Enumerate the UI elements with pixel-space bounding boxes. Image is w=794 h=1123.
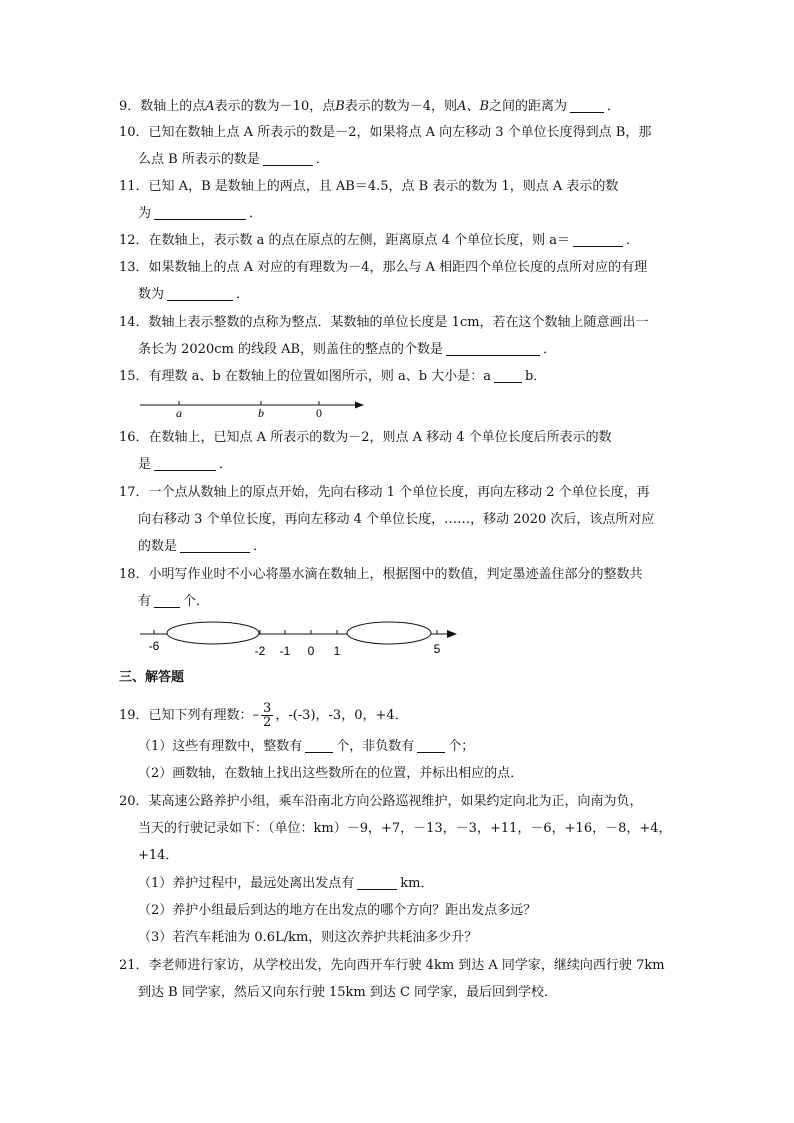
answer-blank[interactable] <box>180 539 250 553</box>
q12-text: 12．在数轴上，表示数 a 的点在原点的左侧，距离原点 4 个单位长度，则 a＝ <box>119 233 570 248</box>
question-18-line2 <box>138 593 209 611</box>
question-12 <box>119 232 639 250</box>
q9-var-a: A <box>205 99 215 114</box>
q13-text: 数为 <box>138 287 165 302</box>
question-20-sub2: （2）养护小组最后到达的地方在出发点的哪个方向？距出发点多远？ <box>138 903 537 918</box>
answer-blank[interactable] <box>167 287 233 301</box>
q9-text: 9．数轴上的点 <box>119 99 206 114</box>
question-18-line1: 18．小明写作业时不小心将墨水滴在数轴上，根据图中的数值，判定墨迹盖住部分的整数共 <box>119 567 643 582</box>
question-10-line1: 10．已知在数轴上点 A 所表示的数是－2，如果将点 A 向左移动 3 个单位长度得到点 B，那 <box>119 125 652 140</box>
q9-text: 表示的数为－4，则 <box>344 99 458 114</box>
question-21-line2: 到达 B 同学家，然后又向东行驶 15km 到达 C 同学家，最后回到学校． <box>138 985 558 1000</box>
question-10-line2 <box>138 151 329 169</box>
answer-blank[interactable] <box>570 99 604 113</box>
q11-end: ． <box>249 206 263 221</box>
answer-blank[interactable] <box>263 152 313 166</box>
q9-text: 之间的距离为 <box>489 99 568 114</box>
q20-sub1-text: （1）养护过程中，最远处离出发点有 <box>138 876 355 891</box>
q20-sub1-text: km． <box>400 876 434 891</box>
axis-arrow <box>447 630 457 638</box>
answer-blank[interactable] <box>494 369 522 383</box>
label-0: 0 <box>307 644 315 658</box>
q16-text: 是 <box>138 457 152 472</box>
label-1: 1 <box>333 644 341 658</box>
question-14-line2 <box>138 341 556 359</box>
fraction-three-halves <box>261 702 273 729</box>
question-15 <box>119 368 546 386</box>
question-14-line1: 14．数轴上表示整数的点称为整点．某数轴的单位长度是 1cm，若在这个数轴上随意画出一 <box>119 315 649 330</box>
number-line-figure-15 <box>135 396 375 422</box>
question-19-sub2: （2）画数轴，在数轴上找出这些数所在的位置，并标出相应的点． <box>138 766 524 781</box>
question-13-line1: 13．如果数轴上的点 A 对应的有理数为－4，那么与 A 相距四个单位长度的点所对应的有理 <box>119 260 648 275</box>
q19-sub1-text: 个，非负数有 <box>336 739 415 754</box>
fraction-denominator: 2 <box>263 715 272 730</box>
q14-end: ． <box>543 342 557 357</box>
q10-end: ． <box>315 152 329 167</box>
q17-end: ． <box>253 539 267 554</box>
q17-text: 的数是 <box>138 539 178 554</box>
question-20-line2: 当天的行驶记录如下：（单位：km）－9，+7，－13，－3，+11，－6，+16，－8，+4， <box>138 821 672 836</box>
q15-text: 15．有理数 a、b 在数轴上的位置如图所示，则 a、b 大小是：a <box>119 369 491 384</box>
section-heading: 三、解答题 <box>119 670 185 685</box>
question-21-line1: 21．李老师进行家访，从学校出发，先向西开车行驶 4km 到达 A 同学家，继续向西行驶 7km <box>119 958 665 973</box>
question-16-line1: 16．在数轴上，已知点 A 所表示的数为－2，则点 A 移动 4 个单位长度后所表示的数 <box>119 430 612 445</box>
answer-blank[interactable] <box>154 594 180 608</box>
answer-blank[interactable] <box>446 342 540 356</box>
question-20-line1: 20．某高速公路养护小组，乘车沿南北方向公路巡视维护，如果约定向北为正，向南为负， <box>119 794 643 809</box>
question-9 <box>119 98 620 116</box>
q11-text: 为 <box>138 206 152 221</box>
label-neg6: -6 <box>148 639 160 653</box>
fraction-numerator: 3 <box>263 701 272 716</box>
q13-end: ． <box>236 287 250 302</box>
q19-text: ，-(-3)，-3，0，+4． <box>275 708 408 723</box>
label-0: 0 <box>316 406 322 420</box>
question-20-sub1 <box>138 875 434 893</box>
q9-text: 表示的数为－10，点 <box>214 99 336 114</box>
q19-sub1-text: 个； <box>448 739 475 754</box>
question-11-line2 <box>138 205 262 223</box>
question-13-line2 <box>138 286 249 304</box>
answer-blank[interactable] <box>573 233 623 247</box>
question-17-line1: 17．一个点从数轴上的原点开始，先向右移动 1 个单位长度，再向左移动 2 个单位长度，再 <box>119 485 650 500</box>
answer-blank[interactable] <box>357 876 397 890</box>
ink-blot-left <box>167 622 259 644</box>
label-5: 5 <box>433 642 441 656</box>
q18-text: 有 <box>138 594 152 609</box>
answer-blank[interactable] <box>417 739 445 753</box>
question-19: 19．已知下列有理数：– $\frac{3}{2}$ ，-(-3)，-3，0，+4． <box>119 701 408 730</box>
q16-end: ． <box>219 457 233 472</box>
question-16-line2 <box>138 456 232 474</box>
question-19-sub1 <box>138 738 474 756</box>
question-17-line3 <box>138 538 266 556</box>
answer-blank[interactable] <box>154 457 216 471</box>
q12-end: ． <box>625 233 639 248</box>
number-line-figure-18 <box>135 620 465 660</box>
question-17-line2: 向右移动 3 个单位长度，再向左移动 4 个单位长度，……，移动 2020 次后，该点所对应 <box>138 512 655 527</box>
label-a: a <box>176 406 182 420</box>
q9-var-ab: A、B <box>457 99 490 114</box>
answer-blank[interactable] <box>305 739 333 753</box>
ink-blot-right <box>347 622 431 644</box>
q15-end: b． <box>524 369 547 384</box>
answer-blank[interactable] <box>154 206 246 220</box>
q9-var-b: B <box>335 99 345 114</box>
q18-end: 个． <box>183 594 210 609</box>
question-20-line3: +14． <box>138 848 179 863</box>
question-20-sub3: （3）若汽车耗油为 0.6L/km，则这次养护共耗油多少升？ <box>138 930 478 945</box>
q9-end: ． <box>607 99 621 114</box>
q19-sub1-text: （1）这些有理数中，整数有 <box>138 739 303 754</box>
label-neg2: -2 <box>254 644 266 658</box>
q19-text: 19．已知下列有理数： <box>119 708 253 723</box>
label-b: b <box>258 406 264 420</box>
q14-text: 条长为 2020cm 的线段 AB，则盖住的整点的个数是 <box>138 342 444 357</box>
axis-arrow <box>355 402 364 409</box>
q10-text: 么点 B 所表示的数是 <box>138 152 260 167</box>
question-11-line1: 11．已知 A，B 是数轴上的两点，且 AB＝4.5，点 B 表示的数为 1，则点 A 表示的数 <box>119 179 619 194</box>
label-neg1: -1 <box>279 644 291 658</box>
